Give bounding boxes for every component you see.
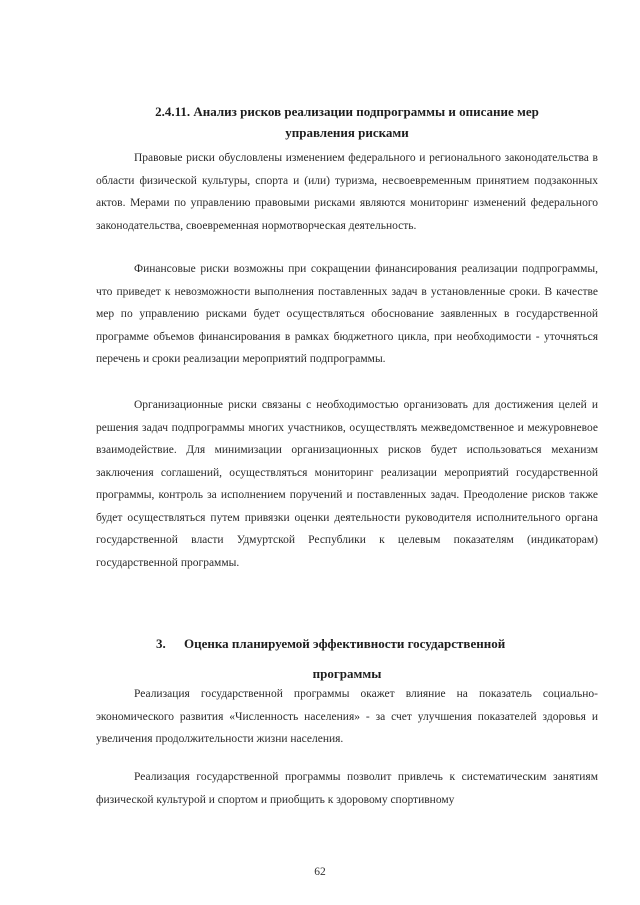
section-heading-line1: 2.4.11. Анализ рисков реализации подпрограммы и описание мер [155,104,539,119]
paragraph-sport-engagement: Реализация государственной программы позволит привлечь к систематическим занятиям физической культурой и спортом и приобщить к здоровому спортивному [96,771,598,806]
paragraph-organizational-risks: Организационные риски связаны с необходимостью организовать для достижения целей и решения задач подпрограммы многих участников, осуществлять межведомственное и межуровневое взаимодействие. Для минимизации организационных рисков будет использоваться механизм заключения соглашений, осуществляться мониторинг реализации мероприятий государственной программы, контроль за исполнением поручений и поставленных задач. Преодоление рисков также будет осуществляться путем привязки оценки деятельности руководителя исполнительного органа государственной власти Удмуртской Республики к целевым показателям (индикаторам) государственной программы. [96,399,598,569]
page-number: 62 [314,866,326,878]
section-3-title-line1: Оценка планируемой эффективности государственной [184,636,506,651]
paragraph-financial-risks: Финансовые риски возможны при сокращении финансирования реализации подпрограммы, что приведет к невозможности выполнения поставленных задач в установленные сроки. В качестве мер по управлению рисками будет осуществляться обоснование заявленных в государственной программе объемов финансирования в рамках бюджетного цикла, при необходимости - уточняться перечень и сроки реализации мероприятий подпрограммы. [96,263,598,365]
paragraph-legal-risks: Правовые риски обусловлены изменением федерального и регионального законодательства в области физической культуры, спорта и (или) туризма, несвоевременным принятием подзаконных актов. Мерами по управлению правовыми рисками являются мониторинг изменений федерального законодательства, своевременная нормотворческая деятельность. [96,152,598,232]
section-3-number: 3. [156,636,166,651]
section-3-title-line2: программы [312,666,382,681]
section-heading-line2: управления рисками [285,125,409,140]
section-heading [96,101,598,143]
paragraph-population-effect: Реализация государственной программы окажет влияние на показатель социально-экономического развития «Численность населения» - за счет улучшения показателей здоровья и увеличения продолжительности жизни населения. [96,688,598,745]
